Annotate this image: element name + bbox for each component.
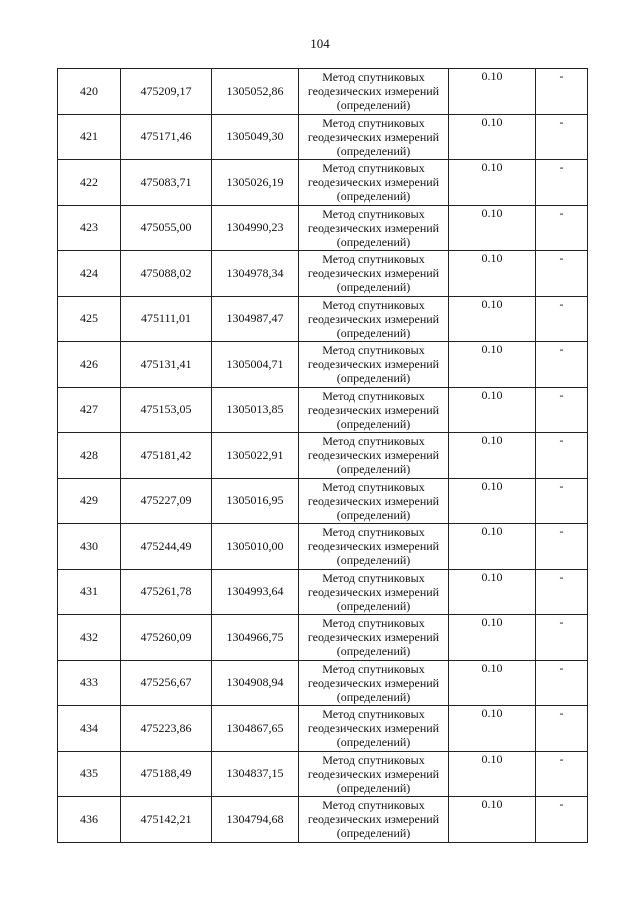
x-coordinate-cell: 475209,17	[121, 69, 212, 115]
y-coordinate-cell: 1304867,65	[212, 706, 299, 752]
table-row	[58, 387, 588, 433]
method-line: (определений)	[336, 325, 411, 340]
method-line: Метод спутниковых	[322, 525, 425, 540]
y-coordinate-cell: 1305010,00	[212, 524, 299, 570]
table-row	[58, 433, 588, 479]
note-cell: -	[536, 296, 588, 342]
method-line: Метод спутниковых	[322, 434, 425, 449]
point-number-cell: 429	[58, 478, 121, 524]
y-coordinate-cell: 1304837,15	[212, 751, 299, 797]
method-line: геодезических измерений	[307, 129, 440, 144]
method-line: (определений)	[336, 462, 411, 477]
method-line: (определений)	[336, 143, 411, 158]
table-row	[58, 660, 588, 706]
method-line: геодезических измерений	[307, 402, 440, 417]
x-coordinate-cell: 475244,49	[121, 524, 212, 570]
x-coordinate-cell: 475188,49	[121, 751, 212, 797]
note-cell: -	[536, 433, 588, 479]
accuracy-cell: 0.10	[449, 524, 536, 570]
method-line: геодезических измерений	[307, 311, 440, 326]
method-cell	[299, 524, 449, 570]
method-cell	[299, 797, 449, 843]
method-line: (определений)	[336, 234, 411, 249]
y-coordinate-cell: 1304908,94	[212, 660, 299, 706]
method-line: Метод спутниковых	[322, 570, 425, 585]
method-line: Метод спутниковых	[322, 206, 425, 221]
note-cell: -	[536, 797, 588, 843]
y-coordinate-cell: 1305026,19	[212, 160, 299, 206]
note-cell: -	[536, 342, 588, 388]
method-line: геодезических измерений	[307, 84, 440, 99]
accuracy-cell: 0.10	[449, 114, 536, 160]
table-row	[58, 205, 588, 251]
method-line: Метод спутниковых	[322, 798, 425, 813]
method-line: геодезических измерений	[307, 766, 440, 781]
accuracy-cell: 0.10	[449, 205, 536, 251]
note-cell: -	[536, 387, 588, 433]
point-number-cell: 432	[58, 615, 121, 661]
method-line: Метод спутниковых	[322, 161, 425, 176]
table-row	[58, 615, 588, 661]
y-coordinate-cell: 1305004,71	[212, 342, 299, 388]
method-line: (определений)	[336, 598, 411, 613]
note-cell: -	[536, 751, 588, 797]
y-coordinate-cell: 1304978,34	[212, 251, 299, 297]
accuracy-cell: 0.10	[449, 478, 536, 524]
method-line: Метод спутниковых	[322, 252, 425, 267]
table-row	[58, 342, 588, 388]
x-coordinate-cell: 475153,05	[121, 387, 212, 433]
note-cell: -	[536, 660, 588, 706]
method-line: (определений)	[336, 98, 411, 113]
point-number-cell: 425	[58, 296, 121, 342]
accuracy-cell: 0.10	[449, 569, 536, 615]
point-number-cell: 424	[58, 251, 121, 297]
point-number-cell: 421	[58, 114, 121, 160]
x-coordinate-cell: 475181,42	[121, 433, 212, 479]
note-cell: -	[536, 524, 588, 570]
point-number-cell: 423	[58, 205, 121, 251]
method-cell	[299, 296, 449, 342]
method-cell	[299, 342, 449, 388]
x-coordinate-cell: 475171,46	[121, 114, 212, 160]
method-cell	[299, 69, 449, 115]
x-coordinate-cell: 475083,71	[121, 160, 212, 206]
note-cell: -	[536, 69, 588, 115]
method-line: Метод спутниковых	[322, 70, 425, 85]
method-line: (определений)	[336, 507, 411, 522]
x-coordinate-cell: 475111,01	[121, 296, 212, 342]
note-cell: -	[536, 251, 588, 297]
accuracy-cell: 0.10	[449, 615, 536, 661]
table-row	[58, 478, 588, 524]
x-coordinate-cell: 475142,21	[121, 797, 212, 843]
point-number-cell: 426	[58, 342, 121, 388]
method-line: геодезических измерений	[307, 266, 440, 281]
coordinates-table	[57, 68, 588, 843]
y-coordinate-cell: 1305049,30	[212, 114, 299, 160]
table-row	[58, 251, 588, 297]
method-line: геодезических измерений	[307, 721, 440, 736]
method-line: Метод спутниковых	[322, 115, 425, 130]
method-cell	[299, 387, 449, 433]
note-cell: -	[536, 478, 588, 524]
table-row	[58, 569, 588, 615]
table-row	[58, 706, 588, 752]
x-coordinate-cell: 475131,41	[121, 342, 212, 388]
method-line: геодезических измерений	[307, 220, 440, 235]
y-coordinate-cell: 1305022,91	[212, 433, 299, 479]
method-line: (определений)	[336, 553, 411, 568]
accuracy-cell: 0.10	[449, 251, 536, 297]
method-line: (определений)	[336, 780, 411, 795]
method-line: Метод спутниковых	[322, 297, 425, 312]
table-row	[58, 160, 588, 206]
method-line: геодезических измерений	[307, 812, 440, 827]
method-cell	[299, 433, 449, 479]
method-line: (определений)	[336, 416, 411, 431]
method-line: Метод спутниковых	[322, 616, 425, 631]
table-row	[58, 797, 588, 843]
method-line: геодезических измерений	[307, 630, 440, 645]
method-line: (определений)	[336, 189, 411, 204]
method-cell	[299, 751, 449, 797]
note-cell: -	[536, 114, 588, 160]
method-line: геодезических измерений	[307, 448, 440, 463]
y-coordinate-cell: 1304993,64	[212, 569, 299, 615]
method-line: геодезических измерений	[307, 175, 440, 190]
method-cell	[299, 160, 449, 206]
method-line: (определений)	[336, 371, 411, 386]
point-number-cell: 428	[58, 433, 121, 479]
accuracy-cell: 0.10	[449, 433, 536, 479]
method-line: геодезических измерений	[307, 539, 440, 554]
point-number-cell: 430	[58, 524, 121, 570]
accuracy-cell: 0.10	[449, 751, 536, 797]
method-line: Метод спутниковых	[322, 343, 425, 358]
accuracy-cell: 0.10	[449, 660, 536, 706]
table-row	[58, 114, 588, 160]
note-cell: -	[536, 569, 588, 615]
method-cell	[299, 205, 449, 251]
y-coordinate-cell: 1305052,86	[212, 69, 299, 115]
method-line: Метод спутниковых	[322, 661, 425, 676]
accuracy-cell: 0.10	[449, 160, 536, 206]
y-coordinate-cell: 1304990,23	[212, 205, 299, 251]
point-number-cell: 433	[58, 660, 121, 706]
x-coordinate-cell: 475088,02	[121, 251, 212, 297]
method-line: (определений)	[336, 735, 411, 750]
accuracy-cell: 0.10	[449, 387, 536, 433]
method-cell	[299, 114, 449, 160]
y-coordinate-cell: 1304794,68	[212, 797, 299, 843]
point-number-cell: 427	[58, 387, 121, 433]
accuracy-cell: 0.10	[449, 797, 536, 843]
note-cell: -	[536, 160, 588, 206]
table-row	[58, 69, 588, 115]
y-coordinate-cell: 1304987,47	[212, 296, 299, 342]
coordinates-table-body	[58, 69, 588, 843]
accuracy-cell: 0.10	[449, 69, 536, 115]
method-line: Метод спутниковых	[322, 388, 425, 403]
accuracy-cell: 0.10	[449, 296, 536, 342]
page-number: 104	[310, 36, 330, 51]
method-cell	[299, 569, 449, 615]
point-number-cell: 431	[58, 569, 121, 615]
method-cell	[299, 478, 449, 524]
point-number-cell: 435	[58, 751, 121, 797]
table-row	[58, 296, 588, 342]
x-coordinate-cell: 475256,67	[121, 660, 212, 706]
method-line: геодезических измерений	[307, 675, 440, 690]
accuracy-cell: 0.10	[449, 706, 536, 752]
x-coordinate-cell: 475260,09	[121, 615, 212, 661]
note-cell: -	[536, 205, 588, 251]
x-coordinate-cell: 475223,86	[121, 706, 212, 752]
note-cell: -	[536, 615, 588, 661]
x-coordinate-cell: 475261,78	[121, 569, 212, 615]
method-line: (определений)	[336, 826, 411, 841]
method-line: Метод спутниковых	[322, 752, 425, 767]
x-coordinate-cell: 475227,09	[121, 478, 212, 524]
y-coordinate-cell: 1305016,95	[212, 478, 299, 524]
method-cell	[299, 615, 449, 661]
method-cell	[299, 660, 449, 706]
y-coordinate-cell: 1304966,75	[212, 615, 299, 661]
accuracy-cell: 0.10	[449, 342, 536, 388]
table-row	[58, 751, 588, 797]
method-line: геодезических измерений	[307, 493, 440, 508]
point-number-cell: 420	[58, 69, 121, 115]
method-line: геодезических измерений	[307, 357, 440, 372]
method-line: Метод спутниковых	[322, 707, 425, 722]
method-line: геодезических измерений	[307, 584, 440, 599]
method-line: (определений)	[336, 689, 411, 704]
x-coordinate-cell: 475055,00	[121, 205, 212, 251]
method-line: Метод спутниковых	[322, 479, 425, 494]
y-coordinate-cell: 1305013,85	[212, 387, 299, 433]
method-cell	[299, 251, 449, 297]
method-line: (определений)	[336, 644, 411, 659]
note-cell: -	[536, 706, 588, 752]
method-line: (определений)	[336, 280, 411, 295]
point-number-cell: 436	[58, 797, 121, 843]
table-row	[58, 524, 588, 570]
method-cell	[299, 706, 449, 752]
point-number-cell: 434	[58, 706, 121, 752]
point-number-cell: 422	[58, 160, 121, 206]
